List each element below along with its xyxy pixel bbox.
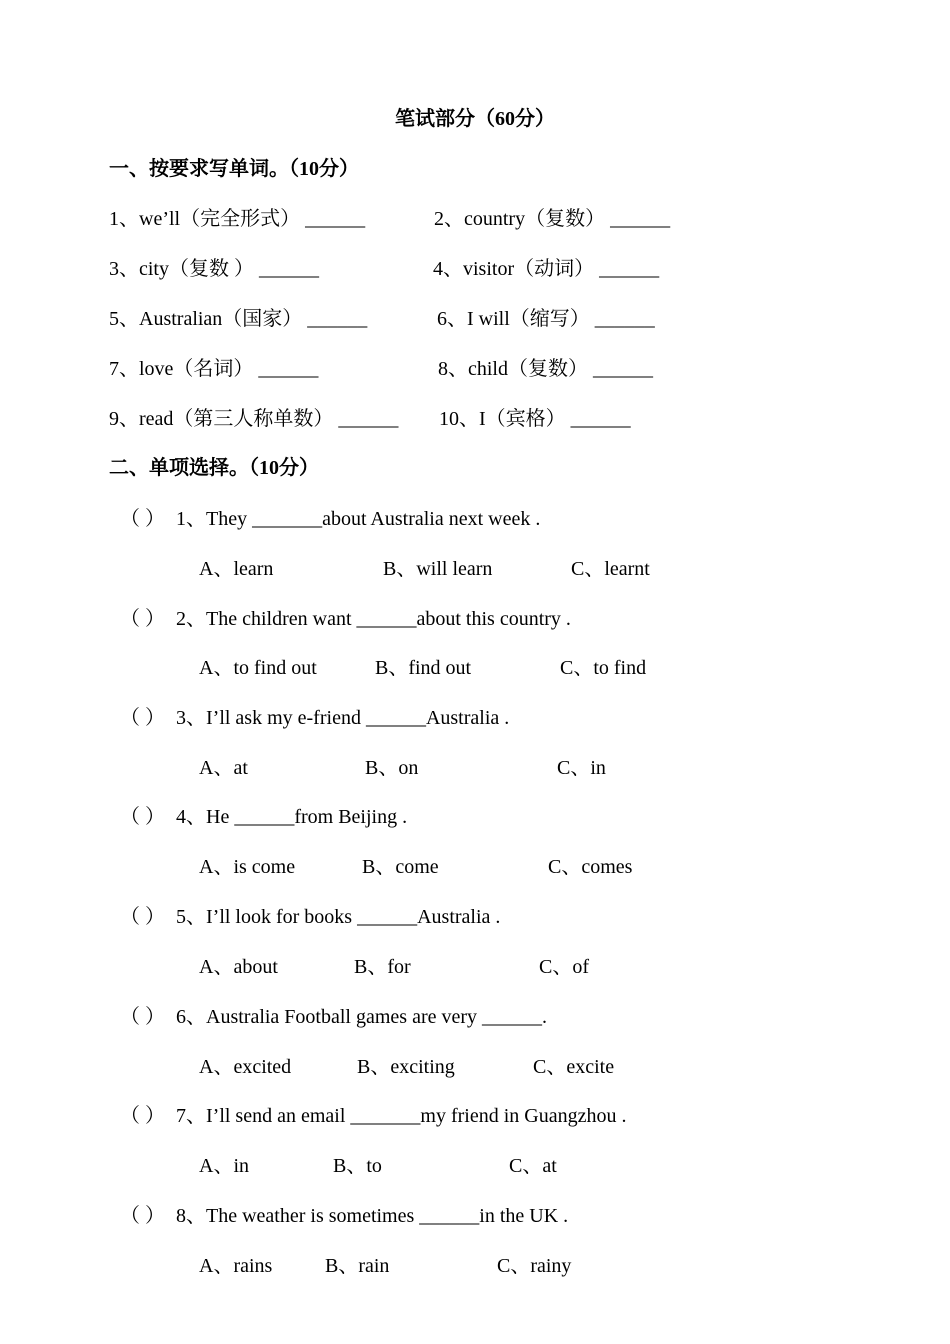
q7-option-a: A、in <box>199 1155 249 1177</box>
word-item-4: 4、visitor（动词） ______ <box>433 258 660 280</box>
question-2: 2、The children want ______about this country . <box>176 608 571 630</box>
q3-option-a: A、at <box>199 757 248 779</box>
q1-option-b: B、will learn <box>383 558 493 580</box>
q4-option-b: B、come <box>362 856 439 878</box>
q7-option-c: C、at <box>509 1155 557 1177</box>
answer-bracket: （ ） <box>120 707 165 729</box>
question-4: 4、He ______from Beijing . <box>176 806 408 828</box>
q8-option-c: C、rainy <box>497 1255 572 1277</box>
q4-option-c: C、comes <box>548 856 633 878</box>
q6-option-a: A、excited <box>199 1056 292 1078</box>
q8-option-a: A、rains <box>199 1255 273 1277</box>
q5-option-c: C、of <box>539 956 589 978</box>
q2-option-a: A、to find out <box>199 657 317 679</box>
question-8: 8、The weather is sometimes ______in the UK . <box>176 1205 569 1227</box>
question-3: 3、I’ll ask my e-friend ______Australia . <box>176 707 510 729</box>
question-5: 5、I’ll look for books ______Australia . <box>176 906 501 928</box>
q5-option-a: A、about <box>199 956 278 978</box>
answer-bracket: （ ） <box>120 1105 165 1127</box>
answer-bracket: （ ） <box>120 1205 165 1227</box>
word-item-10: 10、I（宾格） ______ <box>439 408 631 430</box>
word-item-3: 3、city（复数 ） ______ <box>109 258 319 280</box>
q2-option-c: C、to find <box>560 657 647 679</box>
q5-option-b: B、for <box>354 956 411 978</box>
q4-option-a: A、is come <box>199 856 296 878</box>
q1-option-a: A、learn <box>199 558 274 580</box>
word-item-7: 7、love（名词） ______ <box>109 358 319 380</box>
section-1-heading: 一、按要求写单词。（10分） <box>109 158 359 180</box>
q6-option-b: B、exciting <box>357 1056 455 1078</box>
answer-bracket: （ ） <box>120 508 165 530</box>
answer-bracket: （ ） <box>120 1006 165 1028</box>
q3-option-c: C、in <box>557 757 606 779</box>
section-2-heading: 二、单项选择。（10分） <box>109 457 319 479</box>
q7-option-b: B、to <box>333 1155 382 1177</box>
answer-bracket: （ ） <box>120 906 165 928</box>
word-item-9: 9、read（第三人称单数） ______ <box>109 408 399 430</box>
answer-bracket: （ ） <box>120 608 165 630</box>
word-item-2: 2、country（复数） ______ <box>434 208 671 230</box>
q3-option-b: B、on <box>365 757 419 779</box>
answer-bracket: （ ） <box>120 806 165 828</box>
q1-option-c: C、learnt <box>571 558 650 580</box>
page-title: 笔试部分（60分） <box>395 108 555 130</box>
question-1: 1、They _______about Australia next week . <box>176 508 541 530</box>
question-6: 6、Australia Football games are very ______. <box>176 1006 548 1028</box>
word-item-8: 8、child（复数） ______ <box>438 358 653 380</box>
word-item-5: 5、Australian（国家） ______ <box>109 308 368 330</box>
word-item-1: 1、we’ll（完全形式） ______ <box>109 208 366 230</box>
q2-option-b: B、find out <box>375 657 472 679</box>
q6-option-c: C、excite <box>533 1056 615 1078</box>
question-7: 7、I’ll send an email _______my friend in Guangzhou . <box>176 1105 627 1127</box>
word-item-6: 6、I will（缩写） ______ <box>437 308 655 330</box>
q8-option-b: B、rain <box>325 1255 390 1277</box>
